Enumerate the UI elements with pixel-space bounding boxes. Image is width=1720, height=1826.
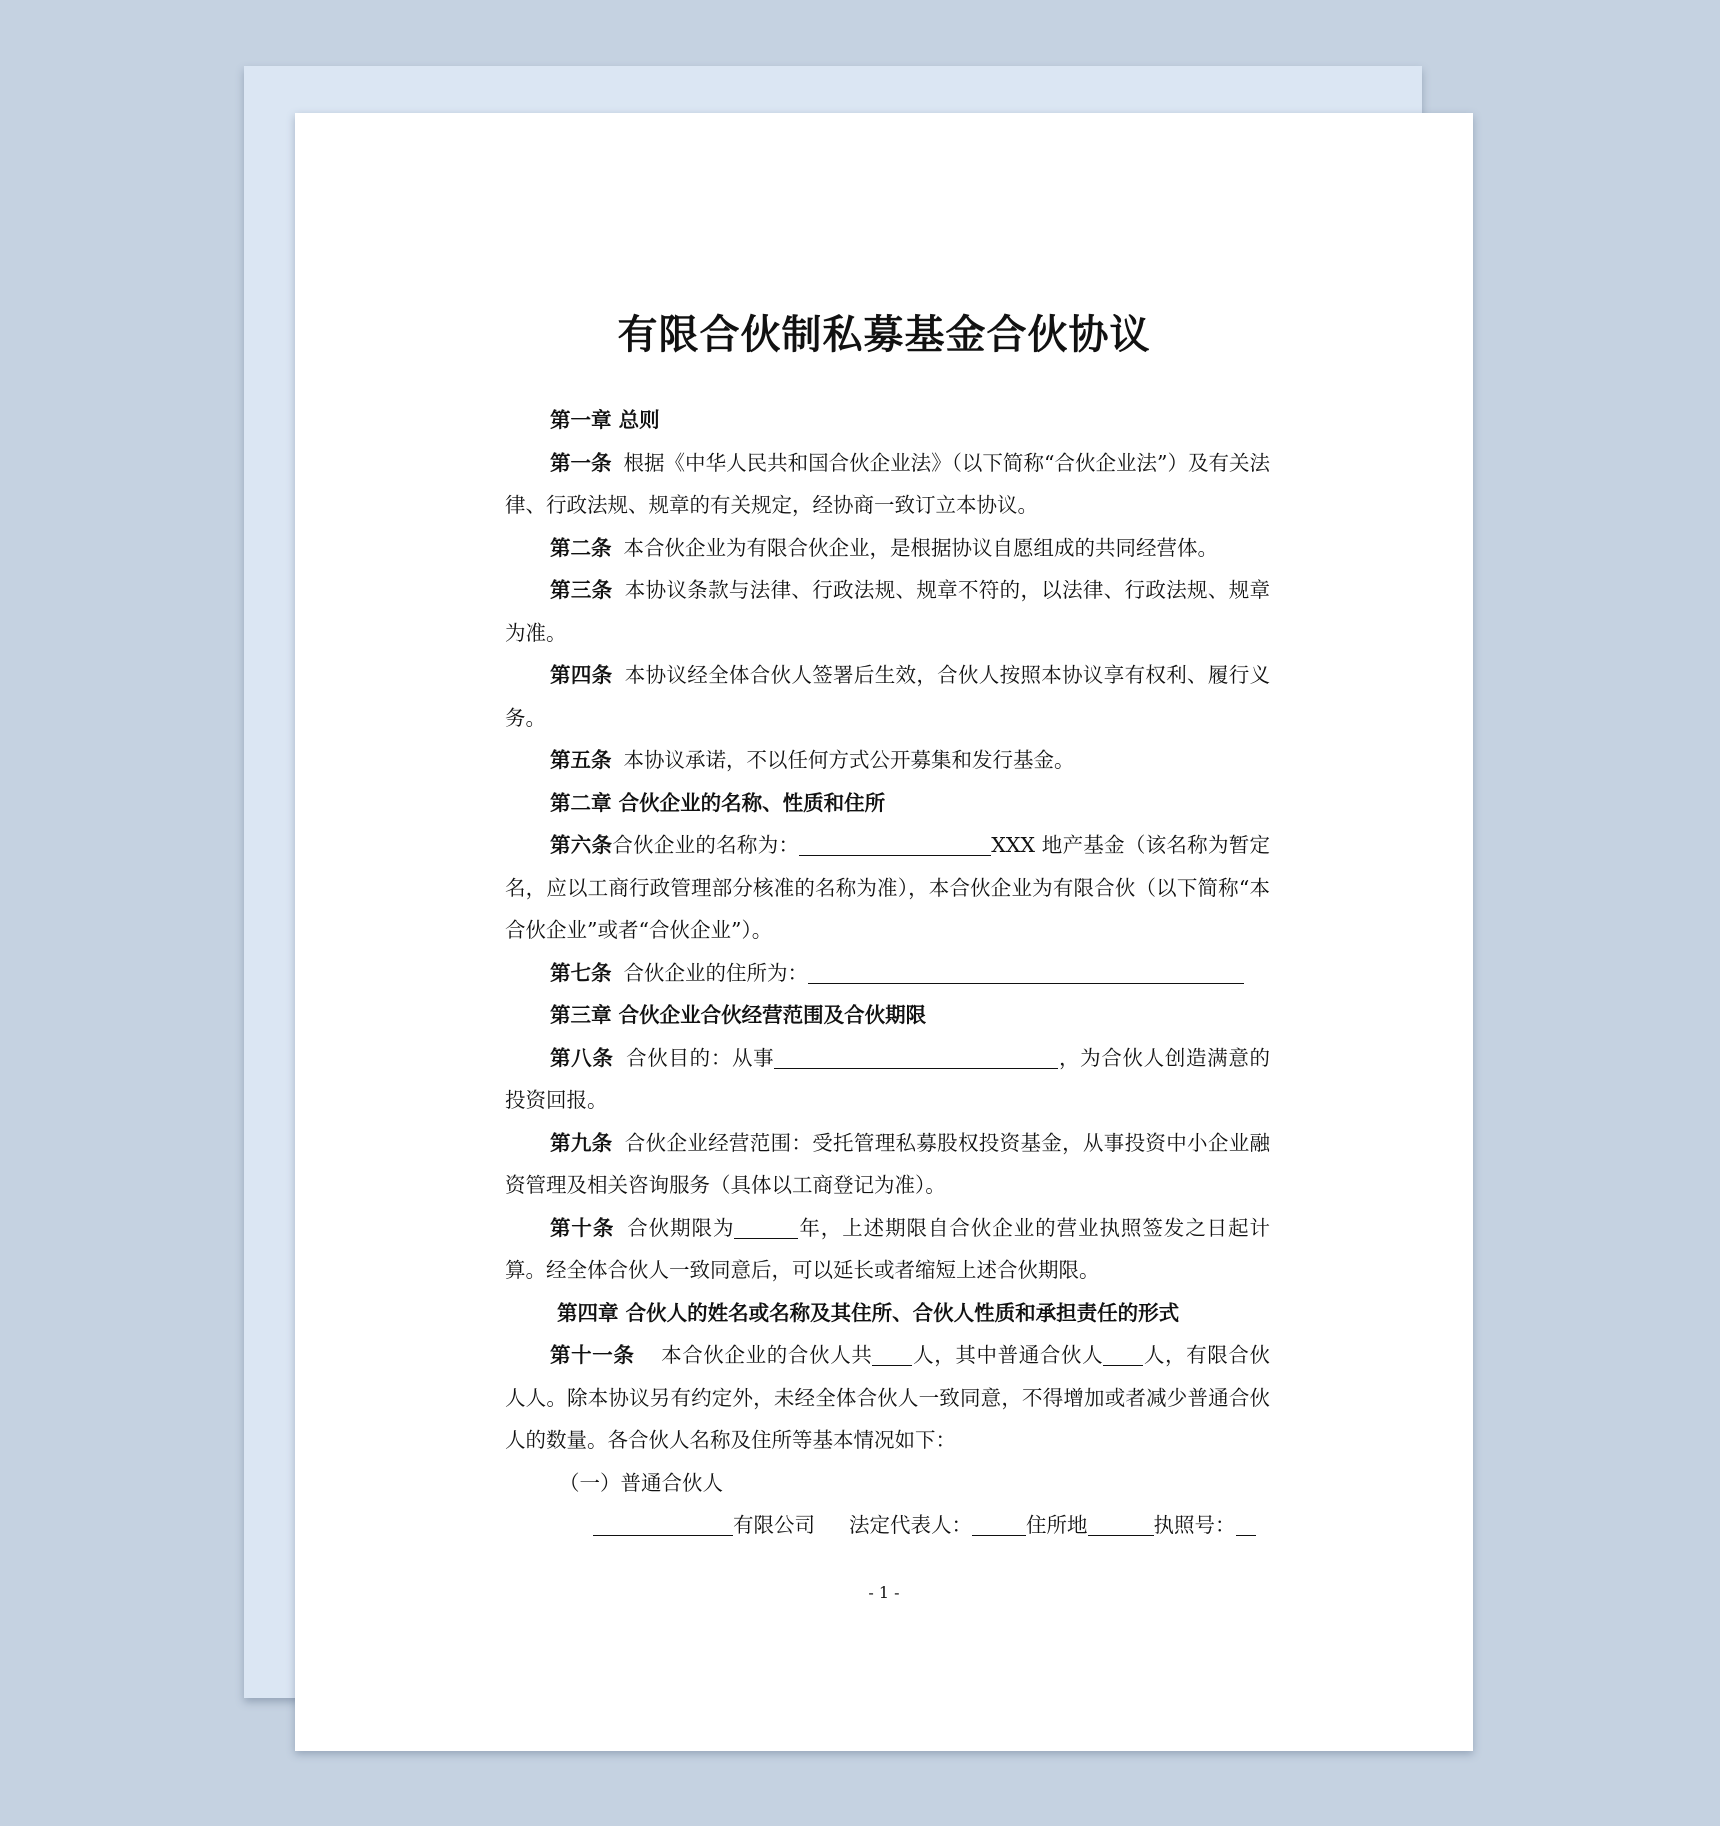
article-3-text: 本协议条款与法律、行政法规、规章不符的，以法律、行政法规、规章为准。 (505, 578, 1271, 645)
legal-rep-blank-line (972, 1511, 1026, 1536)
general-partner-subheading: （一）普通合伙人 (559, 1470, 723, 1495)
partner-count-blank (872, 1341, 912, 1366)
article-7-label: 第七条 (550, 960, 612, 985)
document-page (295, 113, 1473, 1751)
license-label: 执照号： (1153, 1513, 1236, 1537)
article-10-text-before: 合伙期限为 (626, 1215, 735, 1240)
article-5-label: 第五条 (550, 748, 612, 772)
article-2 (505, 527, 1270, 570)
chapter-3-heading: 第三章 合伙企业合伙经营范围及合伙期限 (550, 1003, 927, 1027)
article-2-text: 本合伙企业为有限合伙企业，是根据协议自愿组成的共同经营体。 (623, 535, 1218, 560)
chapter-1-heading: 第一章 总则 (550, 408, 660, 432)
article-8-label: 第八条 (550, 1045, 614, 1070)
article-7 (505, 952, 1270, 995)
article-4-label: 第四条 (550, 663, 613, 687)
document-title: 有限合伙制私募基金合伙协议 (617, 311, 1151, 358)
article-11-text-1: 本合伙企业的合伙人共 (660, 1343, 873, 1367)
article-1-label: 第一条 (550, 450, 612, 475)
license-blank-line (1236, 1511, 1256, 1536)
company-label: 有限公司 (733, 1513, 815, 1537)
article-8-text-before: 合伙目的：从事 (625, 1045, 775, 1070)
gp-count-blank (1103, 1341, 1143, 1366)
article-3 (505, 569, 1270, 654)
article-11-label: 第十一条 (550, 1343, 635, 1367)
article-3-label: 第三条 (550, 578, 613, 602)
article-10-text-after: 年，上述期限自合伙企业的营业执照签发之日起计算。经全体合伙人一致同意后，可以延长或者缩短上述合伙期限。 (505, 1215, 1271, 1282)
article-9 (505, 1122, 1270, 1207)
article-6 (505, 824, 1270, 952)
article-2-label: 第二条 (550, 535, 612, 560)
article-6-text-after: XXX 地产基金（该名称为暂定名，应以工商行政管理部分核准的名称为准），本合伙企业为有限合伙（以下简称“本合伙企业”或者“合伙企业”）。 (505, 833, 1270, 942)
article-8 (505, 1037, 1270, 1122)
general-partner-row (505, 1504, 1270, 1547)
article-4 (505, 654, 1270, 739)
article-4-text: 本协议经全体合伙人签署后生效，合伙人按照本协议享有权利、履行义务。 (505, 663, 1271, 730)
article-11-text-2: 人，其中普通合伙人 (912, 1343, 1104, 1367)
article-5 (505, 739, 1270, 782)
name-blank-line (799, 831, 991, 856)
company-blank-line (593, 1511, 733, 1536)
article-10 (505, 1207, 1270, 1292)
article-10-label: 第十条 (550, 1215, 615, 1240)
article-7-text: 合伙企业的住所为： (623, 960, 808, 985)
chapter-4-heading: 第四章 合伙人的姓名或名称及其住所、合伙人性质和承担责任的形式 (557, 1300, 1180, 1325)
article-1 (505, 442, 1270, 527)
address-label: 住所地 (1026, 1513, 1088, 1537)
legal-rep-label: 法定代表人： (849, 1513, 972, 1537)
article-6-label: 第六条 (550, 833, 613, 857)
article-5-text: 本协议承诺，不以任何方式公开募集和发行基金。 (623, 748, 1075, 772)
chapter-2-heading: 第二章 合伙企业的名称、性质和住所 (550, 790, 886, 815)
article-9-text: 合伙企业经营范围：受托管理私募股权投资基金，从事投资中小企业融资管理及相关咨询服务（具体以工商登记为准）。 (505, 1130, 1271, 1197)
address-blank-line (808, 959, 1244, 984)
page-number: - 1 - (868, 1583, 900, 1602)
article-8-text-after: ，为合伙人创造满意的投资回报。 (505, 1045, 1271, 1112)
article-9-label: 第九条 (550, 1130, 613, 1155)
article-11 (505, 1334, 1270, 1462)
document-body (505, 399, 1270, 1547)
article-1-text: 根据《中华人民共和国合伙企业法》（以下简称“合伙企业法”）及有关法律、行政法规、规章的有关规定，经协商一致订立本协议。 (505, 450, 1270, 517)
address-blank (1088, 1511, 1154, 1536)
term-blank-line (734, 1214, 798, 1239)
purpose-blank-line (774, 1044, 1058, 1069)
article-11-text-3: 人，有限合伙人人。除本协议另有约定外，未经全体合伙人一致同意，不得增加或者减少普通合伙人的数量。各合伙人名称及住所等基本情况如下： (505, 1343, 1271, 1452)
article-6-text-before: 合伙企业的名称为： (612, 833, 800, 857)
